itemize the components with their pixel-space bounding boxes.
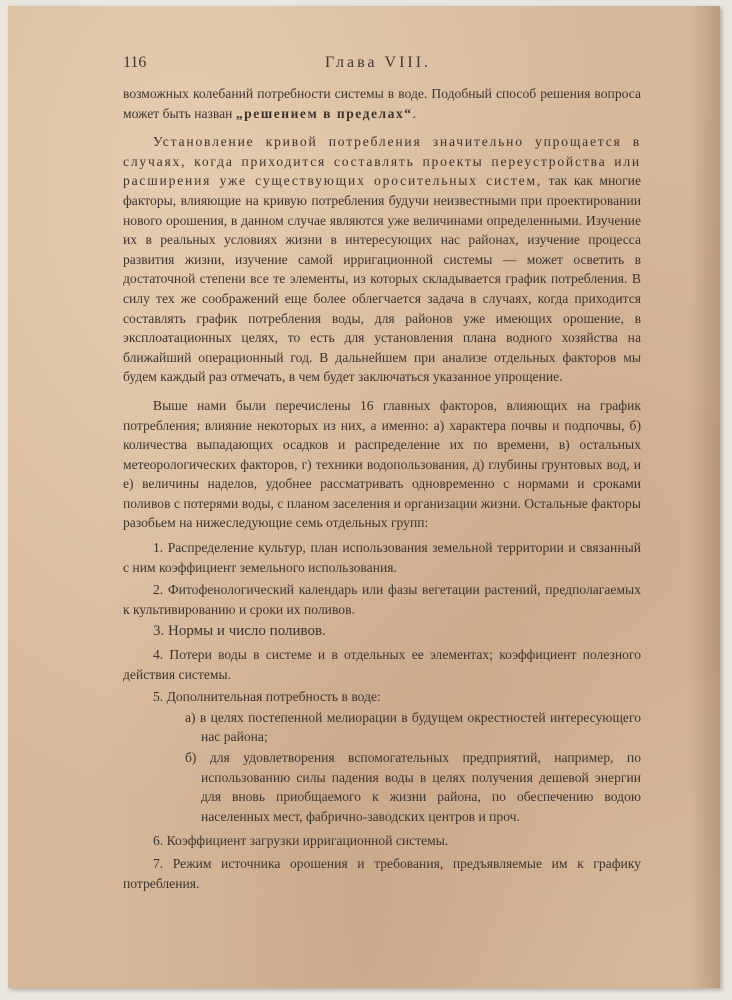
intro-text: возможных колебаний потребности системы в воде. Подобный способ решения вопроса может быть назван [123,86,641,121]
group-item-1: 1. Распределение культур, план использования земельной территории и связанный с ним коэффициент земельного использования. [123,540,641,575]
chapter-title: Глава VIII. [324,54,432,71]
page-header [115,54,641,76]
subitem-a: а) в целях постепенной мелиорации в будущем окрестностей интересующего нас района; [185,709,641,745]
paragraph-spaced-text: Установление кривой потребления значительно упрощается в случаях, когда приходится составлять проекты переустройства или расширения уже существующих оросительных систем, [123,134,641,189]
paragraph-simplification [123,132,641,387]
group-item-5: 5. Дополнительная потребность в воде: [153,689,381,705]
subitem-b: б) для удовлетворения вспомогательных предприятий, например, по использованию силы падения воды в целях получения дешевой энергии для вновь приобщаемого к жизни района, по обеспечению водою населенных мест, фабрично-заводских центров и проч. [185,750,641,824]
page-number: 116 [123,54,147,71]
group-item-7: 7. Режим источника орошения и требования, предъявляемые им к графику потребления. [123,855,641,891]
intro-paragraph [123,84,641,123]
group-item-3: 3. Нормы и число поливов. [153,623,326,640]
intro-end: . [412,105,416,121]
page-edge-shadow [690,6,720,988]
paragraph-factors: Выше нами были перечислены 16 главных факторов, влияющих на график потребления; влияние некоторых из них, а именно: а) характера почвы и подпочвы, б) количества выпадающих осадков и распределение их по времени, в) остальных метеорологических факторов, г) техники водопользования, д) глубины грунтовых вод, и е) величины наделов, удобнее рассматривать одновременно с нормами и сроками поливов с потерями воды, с планом заселения и организации жизни. Остальные факторы разобьем на нижеследующие семь отдельных групп: [123,397,641,531]
intro-emphasis: „решением в пределах“ [235,105,413,121]
group-item-2: 2. Фитофенологический календарь или фазы вегетации растений, предполагаемых к культивированию и сроки их поливов. [123,582,641,617]
group-item-4: 4. Потери воды в системе и в отдельных ее элементах; коэффициент полезного действия системы. [123,647,641,682]
group-item-6: 6. Коэффициент загрузки ирригационной системы. [153,833,449,849]
book-page [8,6,720,988]
paragraph-rest-text: так как многие факторы, влияющие на кривую потребления будучи неизвестными при проектировании нового орошения, в данном случае являются уже величинами определенными. Изучение их в реальных условиях жизни в интересующих нас районах, изучение процесса развития жизни, изучение самой ирригационной системы — может осветить в достаточной степени все те элементы, из которых складывается график потребления. В силу тех же соображений еще более облегчается задача в случаях, когда приходится составлять график потребления воды, для районов уже имеющих орошение, в эксплоатационных целях, то есть для установления плана водного хозяйства на ближайший операционный год. В дальнейшем при анализе отдельных факторов мы будем каждый раз отмечать, в чем будет заключаться указанное упрощение. [123,173,641,385]
page-body [123,84,641,893]
